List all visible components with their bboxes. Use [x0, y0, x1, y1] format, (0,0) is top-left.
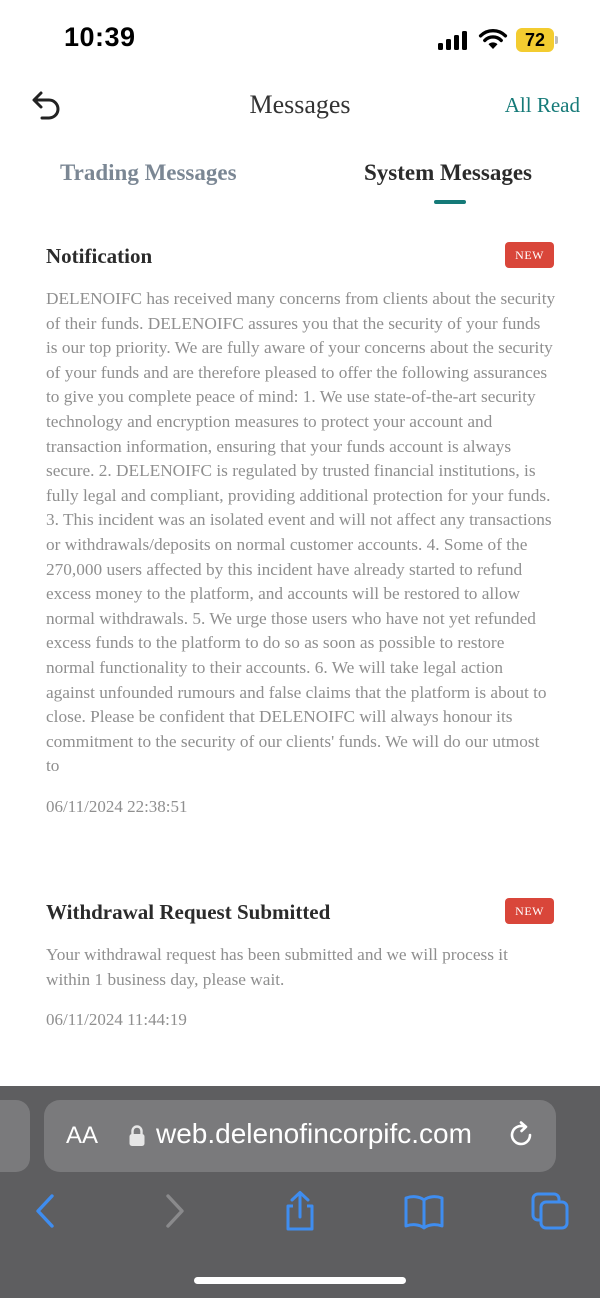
message-body: Your withdrawal request has been submitted and we will process it within 1 business day, please wait. — [46, 945, 508, 989]
status-bar — [0, 0, 600, 80]
battery-level: 72 — [516, 28, 554, 52]
cellular-signal-icon — [438, 30, 470, 50]
text-size-button[interactable]: AA — [66, 1122, 99, 1149]
message-body: DELENOIFC has received many concerns from clients about the security of their funds. DELENOIFC assures you that the security of your funds is our top priority. We are fully aware of your concerns about the security of your funds and are therefore pleased to offer the following assurances to give you complete peace of mind: 1. We use state-of-the-art security technology and encryption measures to protect your account and transaction information, ensuring that your funds account is always secure. 2. DELENOIFC is regulated by trusted financial institutions, is fully legal and compliant, providing additional protection for your funds. 3. This incident was an isolated event and will not affect any transactions or withdrawals/deposits on normal customer accounts. 4. Some of the 270,000 users affected by this incident have already started to refund excess money to the platform, and accounts will be restored to allow normal withdrawals. 5. We urge those users who have not yet refunded excess funds to the platform to do so as soon as possible to restore normal functionality to their accounts. 6. We will take legal action against unfounded rumours and false claims that the platform is about to close. Please be confident that DELENOIFC will always honour its commitment to the security of our clients' funds. We will do our utmost to — [46, 289, 556, 776]
wifi-icon — [478, 27, 508, 51]
tabs-icon[interactable] — [530, 1190, 570, 1232]
message-item[interactable] — [46, 244, 554, 817]
tab-system-messages[interactable]: System Messages — [364, 160, 532, 185]
lock-icon — [128, 1124, 146, 1148]
previous-tab-preview[interactable] — [0, 1100, 30, 1172]
message-title: Withdrawal Request Submitted — [46, 900, 331, 924]
message-title: Notification — [46, 244, 153, 268]
share-icon[interactable] — [280, 1190, 320, 1232]
new-badge: NEW — [505, 898, 554, 924]
all-read-button[interactable]: All Read — [504, 93, 580, 117]
active-tab-indicator — [434, 200, 466, 204]
chevron-left-icon[interactable] — [28, 1190, 68, 1232]
page-title: Messages — [249, 90, 351, 119]
message-item[interactable] — [46, 900, 554, 1030]
reload-icon[interactable] — [506, 1120, 536, 1150]
battery-icon — [516, 28, 558, 52]
message-timestamp: 06/11/2024 22:38:51 — [46, 796, 188, 816]
message-timestamp: 06/11/2024 11:44:19 — [46, 1010, 187, 1030]
tab-trading-messages[interactable]: Trading Messages — [60, 160, 237, 185]
url-text: web.delenofincorpifc.com — [156, 1118, 472, 1149]
chevron-right-icon[interactable] — [154, 1190, 194, 1232]
new-badge: NEW — [505, 242, 554, 268]
address-bar[interactable] — [44, 1100, 556, 1172]
home-indicator[interactable] — [194, 1277, 406, 1284]
bookmarks-icon[interactable] — [404, 1190, 444, 1232]
status-time: 10:39 — [64, 22, 136, 52]
